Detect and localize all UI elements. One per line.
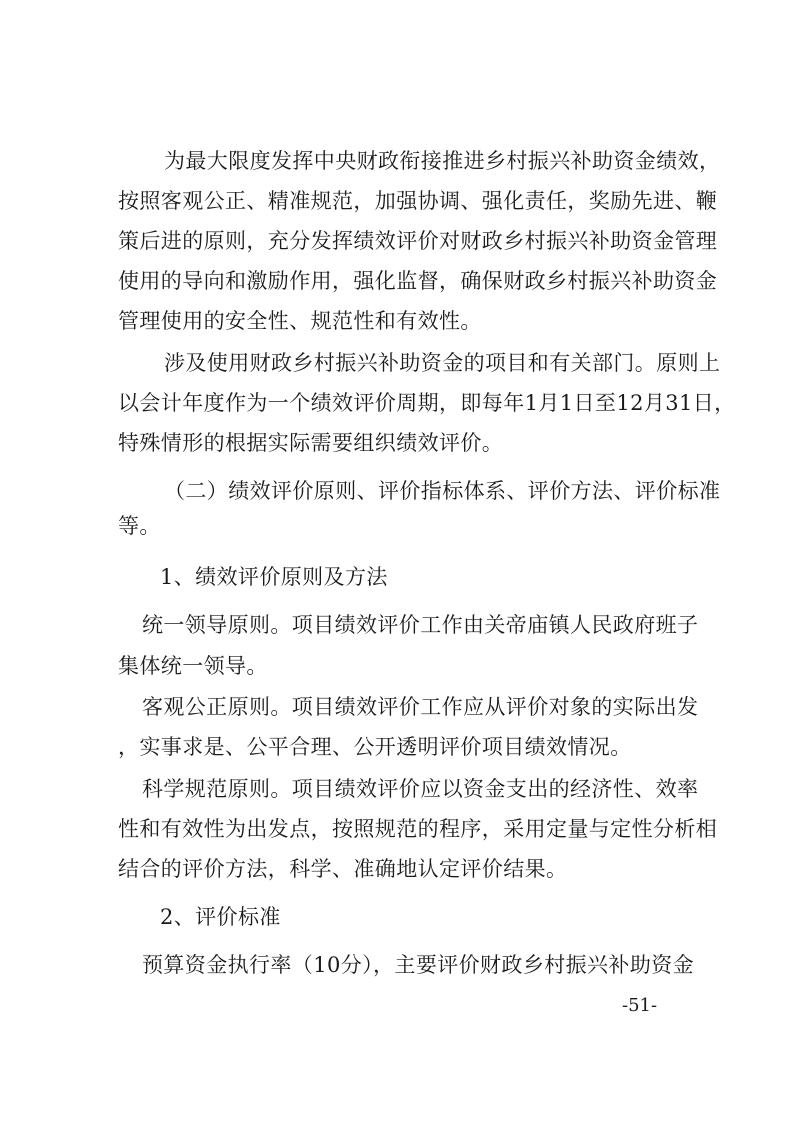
paragraph-1-line-2: 按照客观公正、精准规范，加强协调、强化责任，奖励先进、鞭 xyxy=(118,189,718,213)
paragraph-5-line-3: 结合的评价方法，科学、准确地认定评价结果。 xyxy=(118,857,568,881)
page-number: -51- xyxy=(622,995,658,1016)
paragraph-4-line-2: ，实事求是、公平合理、公开透明评价项目绩效情况。 xyxy=(118,735,632,759)
paragraph-1-line-3: 策后进的原则，充分发挥绩效评价对财政乡村振兴补助资金管理 xyxy=(118,229,718,253)
paragraph-1-line-1: 为最大限度发挥中央财政衔接推进乡村振兴补助资金绩效， xyxy=(164,149,721,173)
subsection-heading-2: 2、评价标准 xyxy=(160,905,281,929)
paragraph-5-line-1: 科学规范原则。项目绩效评价应以资金支出的经济性、效率 xyxy=(142,777,699,801)
paragraph-6-line-1: 预算资金执行率（10分），主要评价财政乡村振兴补助资金 xyxy=(142,953,695,977)
paragraph-3-line-2: 集体统一领导。 xyxy=(118,654,268,678)
section-heading-line-2: 等。 xyxy=(118,514,161,538)
paragraph-5-line-2: 性和有效性为出发点，按照规范的程序，采用定量与定性分析相 xyxy=(118,817,718,841)
paragraph-2-line-1: 涉及使用财政乡村振兴补助资金的项目和有关部门。原则上 xyxy=(164,351,721,375)
paragraph-1-line-4: 使用的导向和激励作用，强化监督，确保财政乡村振兴补助资金 xyxy=(118,269,718,293)
paragraph-2-line-3: 特殊情形的根据实际需要组织绩效评价。 xyxy=(118,431,504,455)
paragraph-3-line-1: 统一领导原则。项目绩效评价工作由关帝庙镇人民政府班子 xyxy=(142,613,699,637)
paragraph-2-line-2: 以会计年度作为一个绩效评价周期，即每年1月1日至12月31日， xyxy=(118,391,736,415)
section-heading-line-1: （二）绩效评价原则、评价指标体系、评价方法、评价标准 xyxy=(164,479,721,503)
subsection-heading-1: 1、绩效评价原则及方法 xyxy=(160,565,388,589)
paragraph-4-line-1: 客观公正原则。项目绩效评价工作应从评价对象的实际出发 xyxy=(142,695,699,719)
paragraph-1-line-5: 管理使用的安全性、规范性和有效性。 xyxy=(118,309,482,333)
